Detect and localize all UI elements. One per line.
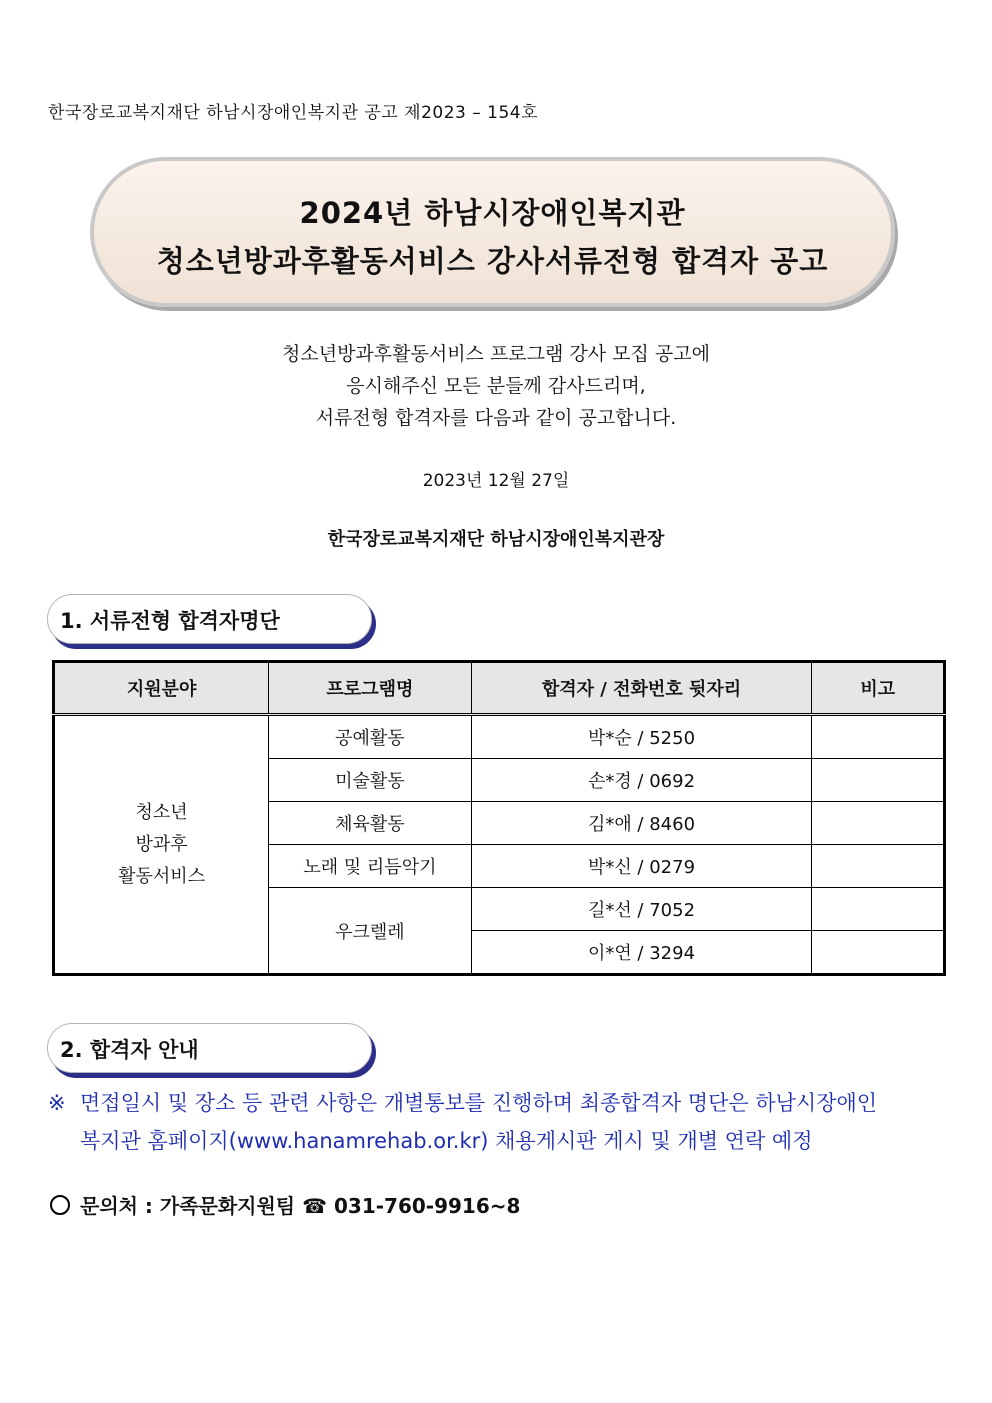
field-line: 활동서비스 — [118, 865, 206, 887]
note-cell — [812, 931, 945, 975]
table-row — [54, 715, 945, 759]
program-cell: 노래 및 리듬악기 — [269, 845, 471, 888]
applicant-cell: 이*연 / 3294 — [471, 931, 812, 975]
table-header-row — [54, 662, 945, 715]
section-heading-label: 2. 합격자 안내 — [60, 1038, 199, 1062]
field-line: 방과후 — [135, 833, 188, 855]
note-cell — [812, 888, 945, 931]
field-line: 청소년 — [135, 801, 188, 823]
contact-phone: 031-760-9916~8 — [333, 1194, 521, 1218]
title-line-2: 청소년방과후활동서비스 강사서류전형 합격자 공고 — [156, 244, 829, 278]
section-heading-1 — [47, 594, 372, 644]
applicant-cell: 김*애 / 8460 — [471, 802, 812, 845]
applicant-cell: 길*선 / 7052 — [471, 888, 812, 931]
column-header-field: 지원분야 — [54, 662, 269, 715]
title-line-1: 2024년 하남시장애인복지관 — [299, 196, 686, 230]
note-cell — [812, 715, 945, 759]
intro-text — [0, 338, 992, 434]
circle-bullet-icon — [50, 1195, 70, 1215]
note-cell — [812, 759, 945, 802]
notice-date: 2023년 12월 27일 — [422, 471, 570, 491]
guide-line: 복지관 홈페이지(www.hanamrehab.or.kr) 채용게시판 게시 및 개별 연락 예정 — [80, 1129, 813, 1153]
section-heading-2 — [47, 1023, 372, 1073]
field-cell — [54, 715, 269, 975]
applicant-cell: 손*경 / 0692 — [471, 759, 812, 802]
applicant-cell: 박*순 / 5250 — [471, 715, 812, 759]
intro-line: 청소년방과후활동서비스 프로그램 강사 모집 공고에 — [282, 343, 710, 365]
intro-line: 응시해주신 모든 분들께 감사드리며, — [346, 375, 646, 397]
contact-label: 문의처 : 가족문화지원팀 — [80, 1194, 296, 1218]
passer-table — [52, 660, 946, 976]
contact-line — [50, 1190, 520, 1219]
applicant-cell: 박*신 / 0279 — [471, 845, 812, 888]
section-heading-label: 1. 서류전형 합격자명단 — [60, 609, 280, 633]
guide-notice — [48, 1084, 958, 1160]
guide-line: 면접일시 및 장소 등 관련 사항은 개별통보를 진행하며 최종합격자 명단은 하남시장애인 — [80, 1091, 878, 1115]
program-cell: 체육활동 — [269, 802, 471, 845]
title-banner — [90, 157, 895, 307]
notice-number: 한국장로교복지재단 하남시장애인복지관 공고 제2023 – 154호 — [48, 103, 539, 123]
column-header-note: 비고 — [812, 662, 945, 715]
program-cell: 우크렐레 — [269, 888, 471, 975]
note-cell — [812, 845, 945, 888]
program-cell: 공예활동 — [269, 715, 471, 759]
column-header-applicant: 합격자 / 전화번호 뒷자리 — [471, 662, 812, 715]
phone-icon: ☎ — [302, 1194, 328, 1218]
note-cell — [812, 802, 945, 845]
reference-mark-icon: ※ — [48, 1091, 66, 1115]
organization-signature: 한국장로교복지재단 하남시장애인복지관장 — [327, 529, 665, 550]
program-cell: 미술활동 — [269, 759, 471, 802]
intro-line: 서류전형 합격자를 다음과 같이 공고합니다. — [315, 407, 677, 429]
column-header-program: 프로그램명 — [269, 662, 471, 715]
